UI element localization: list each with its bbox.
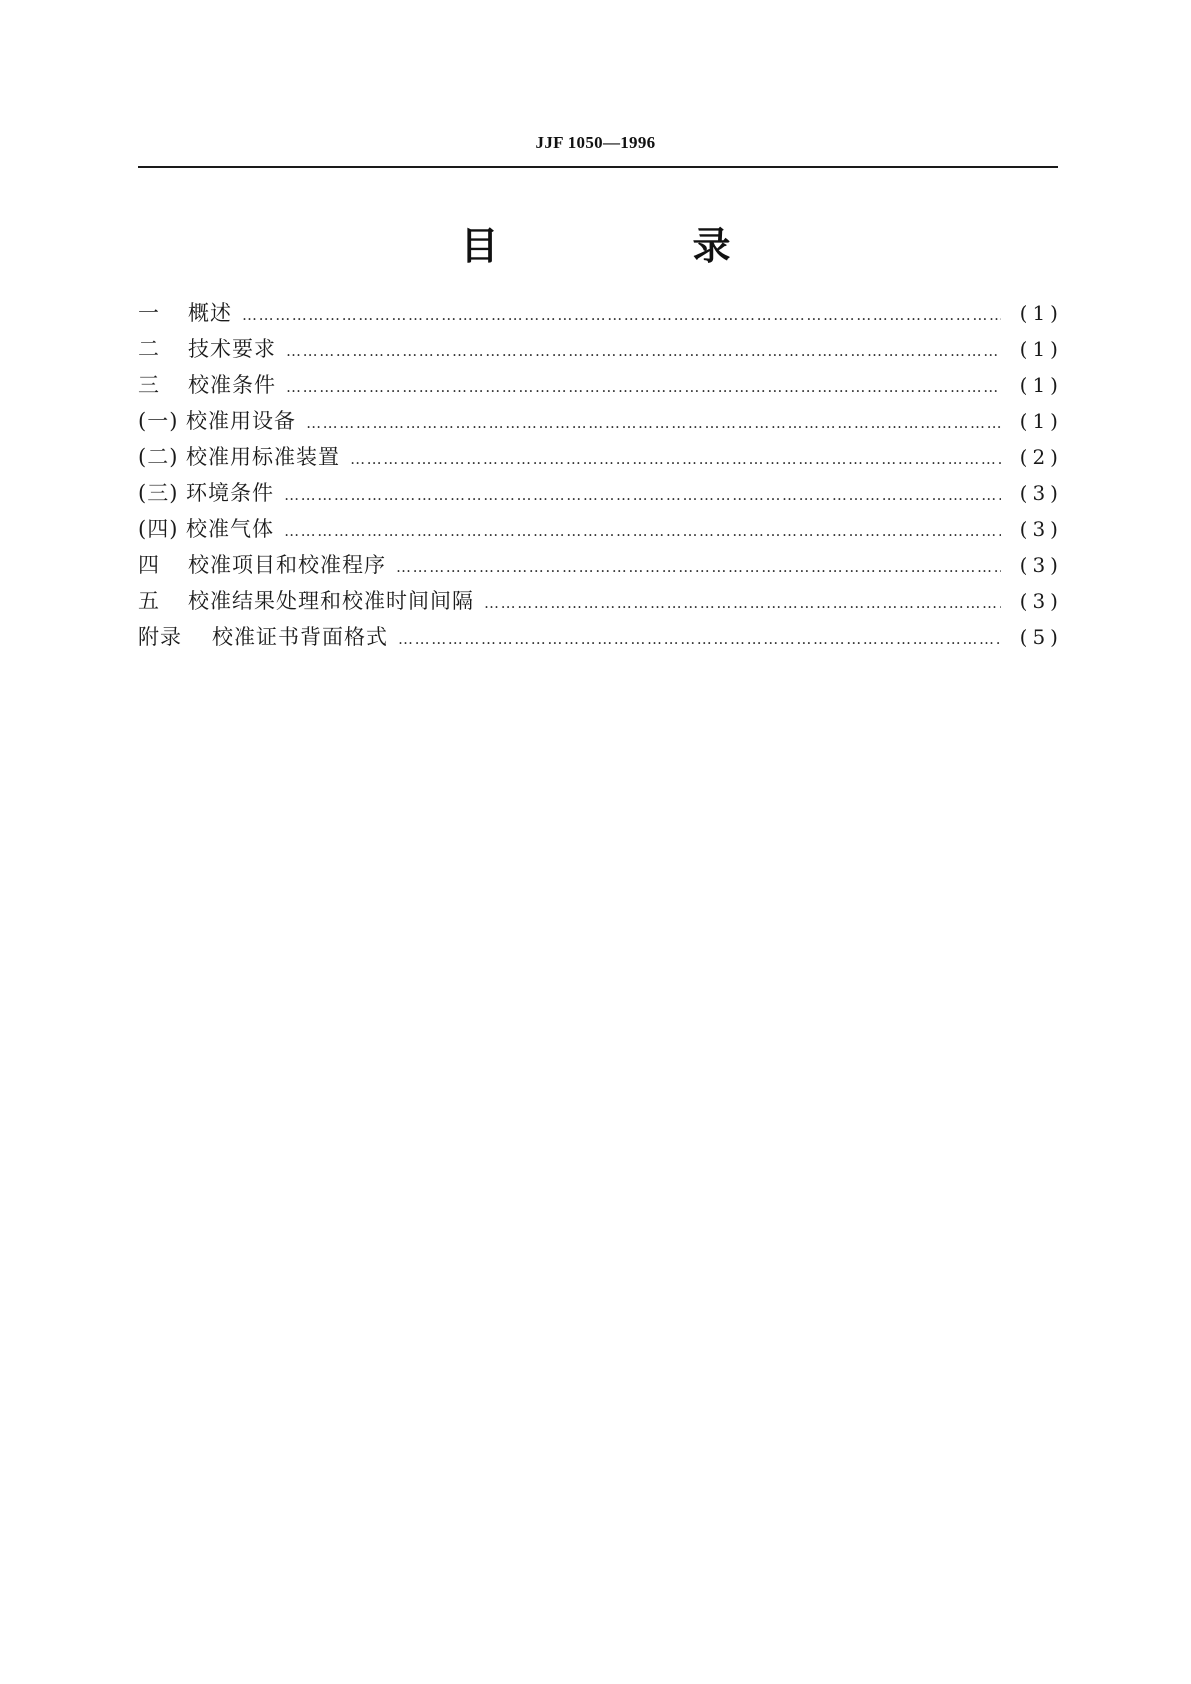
toc-dot-leader [396, 558, 1001, 576]
toc-entry-label: 校准条件 [188, 373, 276, 397]
toc-page-number: (1) [1019, 373, 1063, 397]
toc-page-number: (3) [1019, 589, 1063, 613]
toc-dot-leader [242, 306, 1001, 324]
toc-dot-leader [398, 630, 1001, 648]
toc-entry-number: 一 [138, 301, 160, 325]
toc-entry-number: 四 [138, 553, 160, 577]
toc-entry-number: 五 [138, 589, 160, 613]
toc-entry-label: 校准项目和校准程序 [188, 553, 386, 577]
table-of-contents [138, 297, 1063, 657]
toc-entry-label: (二) 校准用标准装置 [138, 445, 341, 469]
toc-entry-label: 校准结果处理和校准时间间隔 [188, 589, 474, 613]
toc-dot-leader [286, 378, 1001, 396]
toc-entry-label: (三) 环境条件 [138, 481, 275, 505]
document-code-header: JJF 1050—1996 [535, 133, 656, 152]
toc-title: 目 录 [460, 224, 809, 268]
toc-dot-leader [284, 522, 1001, 540]
toc-dot-leader [286, 342, 1001, 360]
toc-dot-leader [306, 414, 1001, 432]
toc-entry-label: 概述 [188, 301, 232, 325]
toc-page-number: (5) [1019, 625, 1063, 649]
toc-entry-calibration-gas[interactable] [138, 513, 1063, 549]
toc-entry-number: 三 [138, 373, 160, 397]
header-divider [138, 166, 1058, 168]
toc-entry-number: 二 [138, 337, 160, 361]
toc-entry-calibration-items-procedure[interactable] [138, 549, 1063, 585]
toc-entry-calibration-equipment[interactable] [138, 405, 1063, 441]
toc-page-number: (3) [1019, 517, 1063, 541]
toc-page-number: (2) [1019, 445, 1063, 469]
toc-dot-leader [284, 486, 1001, 504]
toc-entry-results-and-interval[interactable] [138, 585, 1063, 621]
toc-entry-number: 附录 [138, 625, 182, 649]
toc-entry-label: (一) 校准用设备 [138, 409, 297, 433]
toc-entry-calibration-conditions[interactable] [138, 369, 1063, 405]
toc-entry-label: 技术要求 [188, 337, 276, 361]
toc-dot-leader [484, 594, 1001, 612]
toc-entry-overview[interactable] [138, 297, 1063, 333]
toc-entry-technical-requirements[interactable] [138, 333, 1063, 369]
toc-entry-label: 校准证书背面格式 [212, 625, 388, 649]
toc-entry-environment-conditions[interactable] [138, 477, 1063, 513]
toc-page-number: (1) [1019, 409, 1063, 433]
toc-entry-label: (四) 校准气体 [138, 517, 275, 541]
toc-entry-standard-apparatus[interactable] [138, 441, 1063, 477]
toc-dot-leader [350, 450, 1001, 468]
toc-entry-appendix[interactable] [138, 621, 1063, 657]
toc-page-number: (1) [1019, 337, 1063, 361]
toc-page-number: (3) [1019, 553, 1063, 577]
toc-page-number: (3) [1019, 481, 1063, 505]
toc-page-number: (1) [1019, 301, 1063, 325]
